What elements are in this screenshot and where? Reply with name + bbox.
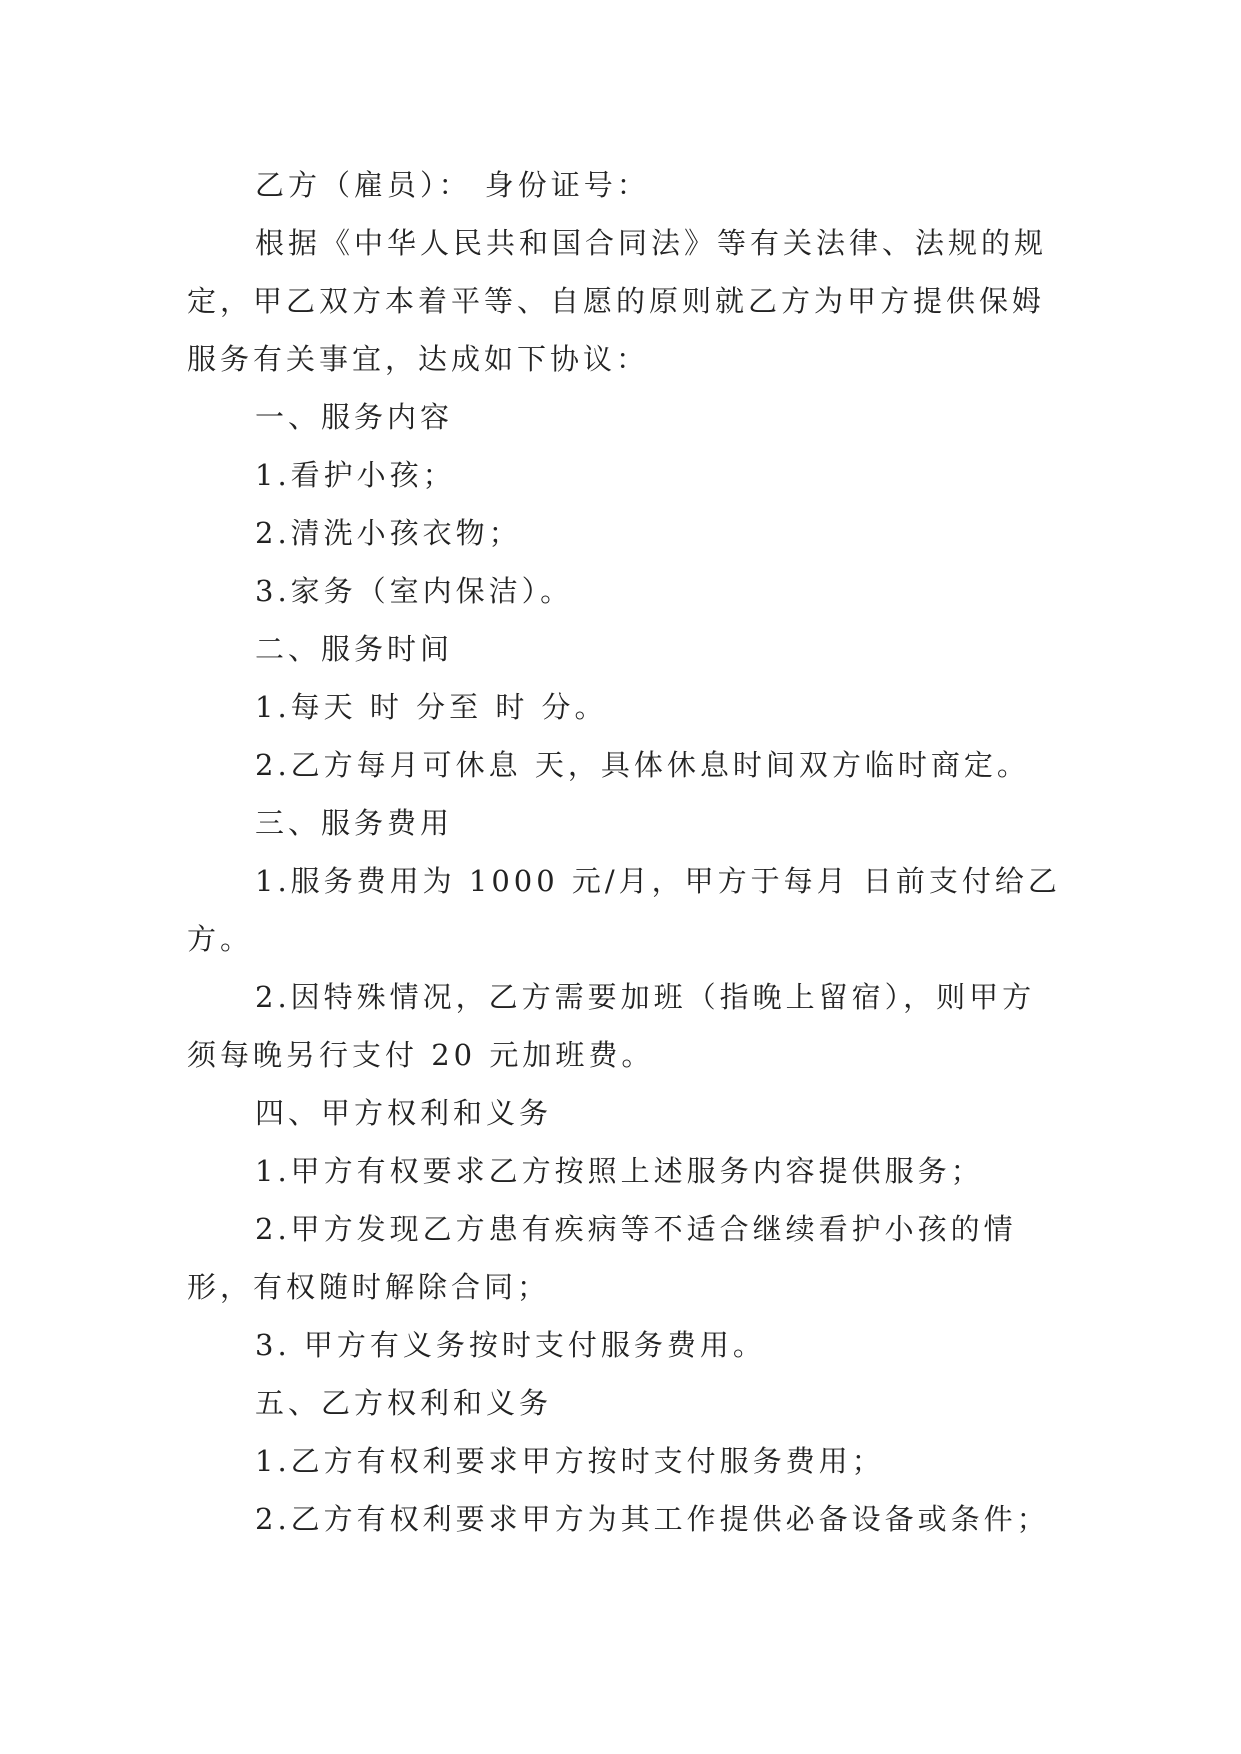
clause-4-1: 1.甲方有权要求乙方按照上述服务内容提供服务； [255,1154,984,1188]
section-heading-service-time: 二、服务时间 [255,632,454,666]
clause-5-1: 1.乙方有权利要求甲方按时支付服务费用； [255,1444,885,1478]
section-heading-service-content: 一、服务内容 [255,400,454,434]
section-heading-party-b-rights: 五、乙方权利和义务 [255,1386,553,1420]
party-b-line: 乙方（雇员）： 身份证号： [255,168,650,202]
clause-5-2: 2.乙方有权利要求甲方为其工作提供必备设备或条件； [255,1502,1050,1536]
document-body [187,156,1067,1548]
preamble-paragraph: 根据《中华人民共和国合同法》等有关法律、法规的规定，甲乙双方本着平等、自愿的原则就乙方为甲方提供保姆服务有关事宜，达成如下协议： [187,226,1048,376]
clause-4-3: 3. 甲方有义务按时支付服务费用。 [255,1328,766,1362]
clause-2-1: 1.每天 时 分至 时 分。 [255,690,608,724]
clause-2-2: 2.乙方每月可休息 天，具体休息时间双方临时商定。 [255,748,1030,782]
clause-4-2: 2.甲方发现乙方患有疾病等不适合继续看护小孩的情形，有权随时解除合同； [187,1212,1017,1304]
section-heading-service-fee: 三、服务费用 [255,806,454,840]
clause-3-2: 2.因特殊情况，乙方需要加班（指晚上留宿），则甲方须每晚另行支付 20 元加班费。 [187,980,1036,1072]
clause-1-3: 3.家务（室内保洁）。 [255,574,574,608]
clause-3-1: 1.服务费用为 1000 元/月，甲方于每月 日前支付给乙方。 [187,864,1061,956]
section-heading-party-a-rights: 四、甲方权利和义务 [255,1096,553,1130]
clause-1-2: 2.清洗小孩衣物； [255,516,522,550]
clause-1-1: 1.看护小孩； [255,458,456,492]
